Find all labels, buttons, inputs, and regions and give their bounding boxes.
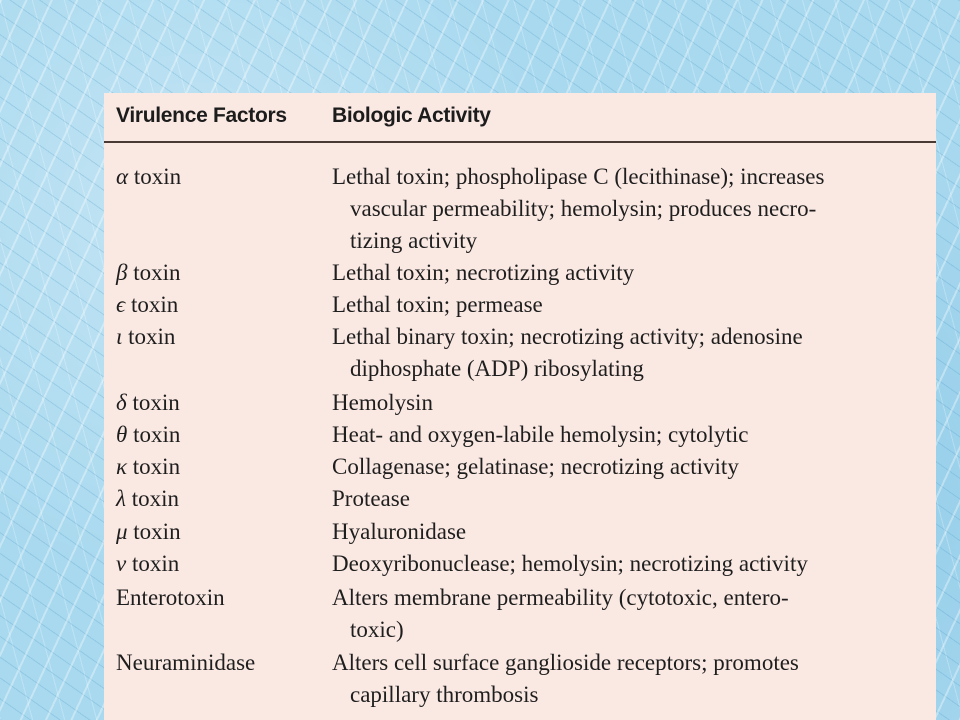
biologic-activity: Protease [332,486,410,511]
column-header-biologic-activity: Biologic Activity [332,104,491,127]
virulence-factor: θ toxin [116,422,181,447]
biologic-activity: Alters membrane permeability (cytotoxic, entero- toxic) [332,585,789,642]
biologic-activity: Alters cell surface ganglioside receptors; promotes capillary thrombosis [332,650,799,707]
virulence-factors-table [104,93,936,720]
biologic-activity: Lethal toxin; phospholipase C (lecithinase); increases vascular permeability; hemolysin; produces necro- tizing activity [332,164,825,253]
biologic-activity: Hyaluronidase [332,519,467,544]
virulence-factor: Enterotoxin [116,585,225,610]
virulence-factor: α toxin [116,164,182,189]
virulence-factor: Neuraminidase [116,650,256,675]
biologic-activity: Lethal toxin; permease [332,292,543,317]
column-header-virulence-factors: Virulence Factors [116,104,287,127]
virulence-factor: ι toxin [116,324,176,349]
biologic-activity: Lethal toxin; necrotizing activity [332,260,635,285]
virulence-factor: ϵ toxin [116,292,179,317]
biologic-activity: Lethal binary toxin; necrotizing activity; adenosine diphosphate (ADP) ribosylating [332,324,803,381]
virulence-factor: κ toxin [116,454,181,479]
table-header-row [104,93,936,141]
header-divider [104,141,936,143]
biologic-activity: Hemolysin [332,390,433,415]
biologic-activity: Heat- and oxygen-labile hemolysin; cytolytic [332,422,749,447]
virulence-factor: μ toxin [116,519,181,544]
virulence-factor: ν toxin [116,551,180,576]
biologic-activity: Collagenase; gelatinase; necrotizing activity [332,454,739,479]
virulence-factor: δ toxin [116,390,180,415]
biologic-activity: Deoxyribonuclease; hemolysin; necrotizing activity [332,551,808,576]
virulence-factor: λ toxin [116,486,179,511]
virulence-factor: β toxin [116,260,181,285]
